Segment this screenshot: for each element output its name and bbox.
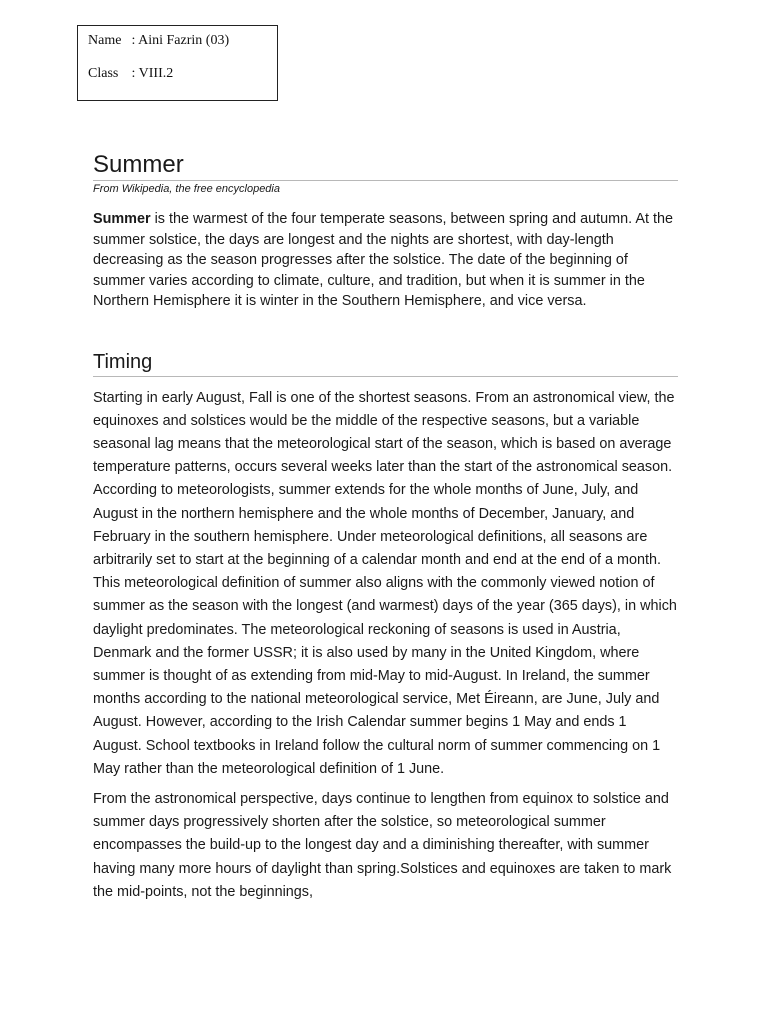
student-info-box: [77, 25, 278, 101]
article: [93, 150, 678, 904]
name-separator: :: [131, 33, 136, 48]
student-class-row: [88, 66, 173, 82]
name-key: Name: [88, 33, 122, 48]
student-class: VIII.2: [138, 66, 174, 81]
student-name: Aini Fazrin (03): [138, 33, 230, 48]
section-heading-timing: Timing: [93, 348, 678, 377]
timing-paragraph-2: From the astronomical perspective, days continue to lengthen from equinox to solstice and summer days progressively shorten after the solstice, so meteorological summer encompasses the build-up to the longest day and a diminishing thereafter, with summer having many more hours of daylight than spring.Solstices and equinoxes are taken to mark the mid-points, not the beginnings,: [93, 790, 672, 900]
class-separator: :: [131, 66, 136, 81]
timing-paragraph-1: Starting in early August, Fall is one of the shortest seasons. From an astronomical view, the equinoxes and solstices would be the middle of the respective seasons, but a variable seasonal lag means that the meteorological start of the season, which is based on average temperature patterns, occurs several weeks later than the start of the astronomical season. According to meteorologists, summer extends for the whole months of June, July, and August in the northern hemisphere and the whole months of December, January, and February in the southern hemisphere. Under meteorological definitions, all seasons are arbitrarily set to start at the beginning of a calendar month and end at the end of a month. This meteorological definition of summer also aligns with the commonly viewed notion of summer as the season with the longest (and warmest) days of the year (365 days), in which daylight predominates. The meteorological reckoning of seasons is used in Austria, Denmark and the former USSR; it is also used by many in the United Kingdom, where summer is thought of as extending from mid-May to mid-August. In Ireland, the summer months according to the national meteorological service, Met Éireann, are June, July and August. However, according to the Irish Calendar summer begins 1 May and ends 1 August. School textbooks in Ireland follow the cultural norm of summer commencing on 1 May rather than the meteorological definition of 1 June.: [93, 389, 677, 777]
article-source: From Wikipedia, the free encyclopedia: [93, 183, 280, 195]
class-key: Class: [88, 66, 119, 81]
intro-bold-term: Summer: [93, 211, 151, 227]
article-title: Summer: [93, 150, 678, 181]
intro-paragraph: [93, 209, 678, 312]
student-name-row: [88, 33, 229, 49]
intro-text: is the warmest of the four temperate seasons, between spring and autumn. At the summer solstice, the days are longest and the nights are shortest, with day-length decreasing as the season progresses after the solstice. The date of the beginning of summer varies according to climate, culture, and tradition, but when it is summer in the Northern Hemisphere it is winter in the Southern Hemisphere, and vice versa.: [93, 211, 673, 309]
